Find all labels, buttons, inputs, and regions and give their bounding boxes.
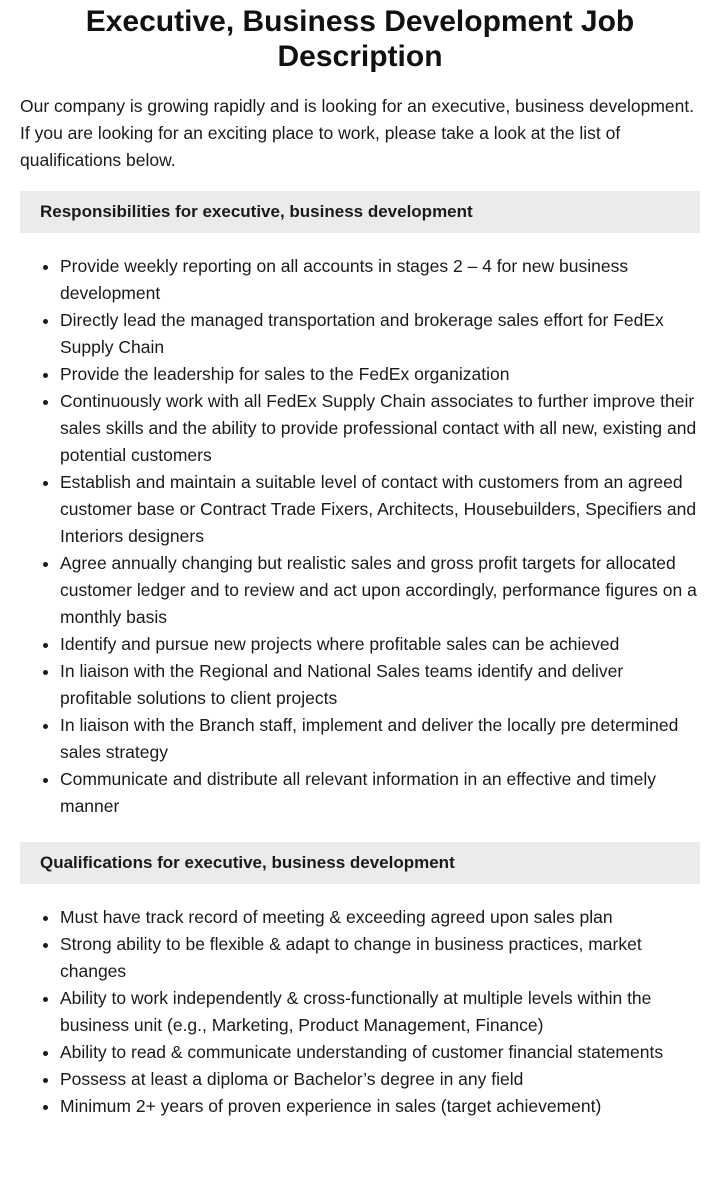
list-item: • Must have track record of meeting & exceeding agreed upon sales plan bbox=[60, 904, 700, 931]
responsibilities-list bbox=[20, 253, 700, 820]
qualifications-list bbox=[20, 904, 700, 1120]
job-description-page bbox=[0, 4, 720, 1120]
list-item: • Ability to work independently & cross-functionally at multiple levels within the business unit (e.g., Marketing, Product Management, Finance) bbox=[60, 985, 700, 1039]
page-title: Executive, Business Development Job Description bbox=[85, 5, 635, 73]
list-item: • In liaison with the Regional and National Sales teams identify and deliver profitable solutions to client projects bbox=[60, 658, 700, 712]
qualifications-heading: Qualifications for executive, business development bbox=[20, 842, 700, 884]
list-item: • Strong ability to be flexible & adapt to change in business practices, market changes bbox=[60, 931, 700, 985]
list-item: • Ability to read & communicate understanding of customer financial statements bbox=[60, 1039, 700, 1066]
list-item: • Provide the leadership for sales to the FedEx organization bbox=[60, 361, 700, 388]
list-item: • Continuously work with all FedEx Supply Chain associates to further improve their sales skills and the ability to provide professional contact with all new, existing and potential customers bbox=[60, 388, 700, 469]
list-item: • Identify and pursue new projects where profitable sales can be achieved bbox=[60, 631, 700, 658]
responsibilities-heading: Responsibilities for executive, business development bbox=[20, 191, 700, 233]
list-item: • Communicate and distribute all relevant information in an effective and timely manner bbox=[60, 766, 700, 820]
intro-paragraph: Our company is growing rapidly and is looking for an executive, business development. If you are looking for an exciting place to work, please take a look at the list of qualifications below. bbox=[20, 96, 695, 170]
list-item: • Agree annually changing but realistic sales and gross profit targets for allocated customer ledger and to review and act upon accordingly, performance figures on a monthly basis bbox=[60, 550, 700, 631]
list-item: • Provide weekly reporting on all accounts in stages 2 – 4 for new business development bbox=[60, 253, 700, 307]
list-item: • Directly lead the managed transportation and brokerage sales effort for FedEx Supply Chain bbox=[60, 307, 700, 361]
list-item: • Possess at least a diploma or Bachelor’s degree in any field bbox=[60, 1066, 700, 1093]
list-item: • Minimum 2+ years of proven experience in sales (target achievement) bbox=[60, 1093, 700, 1120]
list-item: • Establish and maintain a suitable level of contact with customers from an agreed customer base or Contract Trade Fixers, Architects, Housebuilders, Specifiers and Interiors designers bbox=[60, 469, 700, 550]
list-item: • In liaison with the Branch staff, implement and deliver the locally pre determined sales strategy bbox=[60, 712, 700, 766]
